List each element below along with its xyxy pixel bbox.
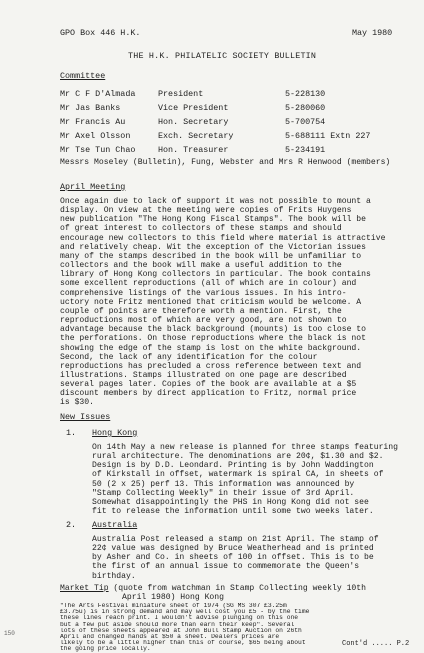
text-line: likely to be a little higher than this of course, $65 being about (60, 640, 306, 647)
member-name: Mr C F D'Almada (60, 89, 136, 99)
text-line: rural architecture. The denominations are 20¢, $1.30 and $2. (92, 452, 384, 462)
new-issues-heading: New Issues (60, 412, 111, 422)
member-role: Hon. Treasurer (158, 145, 229, 155)
text-line: and relatively cheap. Wit the exception of the Victorian issues (60, 242, 366, 252)
member-phone: 5-234191 (285, 145, 326, 155)
text-line: display. On view at the meeting were copies of Frits Huygens (60, 206, 352, 216)
issue-title-hong-kong: Hong Kong (92, 428, 138, 438)
text-line: reproductions has precluded a cross reference between text and (60, 361, 362, 371)
april-meeting-text (60, 197, 415, 408)
issue-number: 2. (66, 520, 77, 530)
continued-note: Cont'd ..... P.2 (342, 640, 410, 648)
issue-date: May 1980 (352, 28, 393, 38)
text-line: couple of points are therefore worth a mention. First, the (60, 306, 342, 316)
text-line: discount members by direct application to Fritz, normal price (60, 389, 357, 399)
member-name: Mr Axel Olsson (60, 131, 131, 141)
text-line: the perforations. On those reproductions where the black is not (60, 334, 366, 344)
text-line: 50 (2 x 25) perf 13. This information was announced by (92, 479, 355, 489)
text-line: Second, the lack of any identification for the colour (60, 352, 318, 362)
text-line: birthday. (92, 571, 136, 581)
text-line: library of Hong Kong collectors in particular. The book contains (60, 270, 371, 280)
text-line: reproductions most of which are very good, are not shown to (60, 316, 347, 326)
committee-heading: Committee (60, 71, 106, 81)
text-line: collectors and the book will make a useful addition to the (60, 261, 342, 271)
april-meeting-heading: April Meeting (60, 182, 126, 192)
market-tip-source: (quote from watchman in Stamp Collecting weekly 10th (108, 584, 367, 593)
committee-row (60, 145, 420, 155)
text-line: advantage because the black background (mounts) is too close to (60, 325, 366, 335)
text-line: Australia Post released a stamp on 21st April. The stamp of (92, 535, 379, 544)
member-name: Mr Jas Banks (60, 103, 121, 113)
hong-kong-issue-text (92, 443, 414, 516)
text-line: these lines reach print. I wouldn't advise plunging on this one (60, 615, 299, 622)
text-line: some excellent reproductions (all of which are in colour) and (60, 279, 357, 289)
text-line: uctory note Fritz mentioned that criticism would be welcome. A (60, 297, 362, 307)
text-line: Once again due to lack of support it was not possible to mount a (60, 197, 371, 206)
issue-title-australia: Australia (92, 520, 138, 530)
issue-number: 1. (66, 428, 77, 438)
text-line: lots of these sheets appeared at John Bull Stamp Auction on 26th (60, 627, 302, 634)
market-tip-source-date: April 1980) Hong Kong (122, 593, 224, 602)
member-phone: 5-700754 (285, 117, 326, 127)
text-line: by Asher and Co. in sheets of 100 in offset. This is to be (92, 553, 374, 563)
australia-issue-text (92, 535, 414, 581)
text-line: On 14th May a new release is planned for three stamps featuring (92, 443, 398, 452)
committee-row (60, 103, 420, 113)
member-role: President (158, 89, 204, 99)
margin-mark: 150 (4, 630, 15, 637)
po-box: GPO Box 446 H.K. (60, 28, 141, 38)
member-name: Mr Francis Au (60, 117, 126, 127)
member-role: Hon. Secretary (158, 117, 229, 127)
committee-row (60, 131, 420, 141)
member-phone: 5-688111 Extn 227 (285, 131, 371, 141)
member-phone: 5-228130 (285, 89, 326, 99)
text-line: the going price locally. (60, 646, 151, 653)
text-line: is $30. (60, 398, 94, 408)
text-line: comprehensive listings of the various issues. In his intro- (60, 288, 347, 298)
text-line: fit to release the information until some two weeks later. (92, 507, 374, 517)
committee-row (60, 89, 420, 99)
member-role: Exch. Secretary (158, 131, 234, 141)
text-line: "The Arts Festival miniature sheet of 1974 (SG MS 307 £3.25m (60, 603, 287, 609)
text-line: several pages later. Copies of the book are available at a $5 (60, 380, 357, 390)
member-role: Vice President (158, 103, 229, 113)
text-line: the first of an annual issue to commemorate the Queen's (92, 562, 360, 572)
member-name: Mr Tse Tun Chao (60, 145, 136, 155)
text-line: showing the edge of the stamp is lost on the white background. (60, 343, 362, 353)
text-line: of Kirkstall in offset, watermark is spiral CA, in sheets of (92, 470, 384, 480)
text-line: of great interest to collectors of these stamps and should (60, 224, 342, 234)
text-line: Somewhat disappointingly the PHS in Hong Kong did not see (92, 497, 369, 507)
text-line: 22¢ value was designed by Bruce Weatherhead and is printed (92, 544, 374, 554)
bulletin-title: THE H.K. PHILATELIC SOCIETY BULLETIN (128, 51, 317, 61)
market-tip-heading: Market Tip (60, 584, 109, 593)
text-line: new publication "The Hong Kong Fiscal Stamps". The book will be (60, 215, 366, 225)
text-line: illustrations. Stamps illustrated on one page are described (60, 370, 347, 380)
text-line: Design is by D.D. Leondard. Printing is by John Waddington (92, 461, 374, 471)
text-line: £3.75u) is in strong demand and may well cost you £5 - by the time (60, 609, 310, 616)
committee-members-note: Messrs Moseley (Bulletin), Fung, Webster and Mrs R Henwood (members) (60, 158, 391, 167)
member-phone: 5-280060 (285, 103, 326, 113)
text-line: April and changed hands at $50 a sheet. Dealers prices are (60, 634, 280, 641)
text-line: "Stamp Collecting Weekly" in their issue of 3rd April. (92, 488, 355, 498)
text-line: encourage new collectors to this field where material is attractive (60, 233, 386, 243)
text-line: but a few put aside should more than earn their keep". Several (60, 621, 295, 628)
text-line: many of the stamps described in the book will be unfamiliar to (60, 251, 362, 261)
committee-row (60, 117, 420, 127)
